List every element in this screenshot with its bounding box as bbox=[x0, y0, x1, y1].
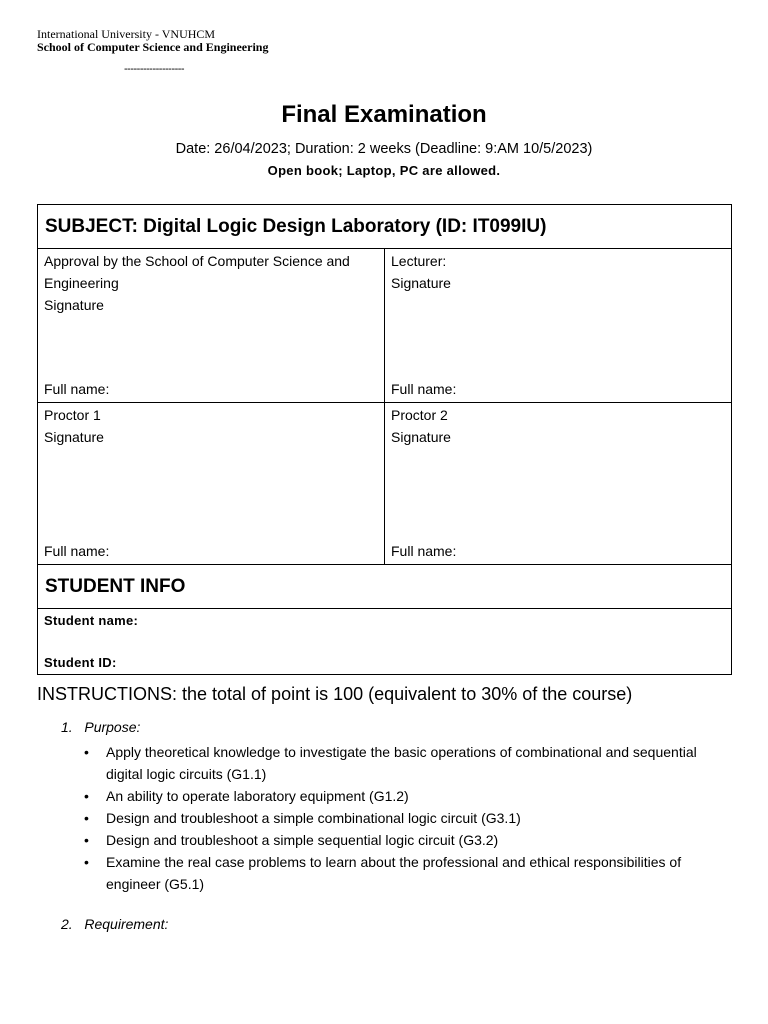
proctor2-signature-label: Signature bbox=[391, 429, 451, 445]
purpose-label: Purpose: bbox=[84, 719, 141, 735]
exam-date-line: Date: 26/04/2023; Duration: 2 weeks (Deadline: 9:AM 10/5/2023) bbox=[175, 141, 593, 157]
exam-info-table bbox=[37, 204, 732, 675]
proctor1-cell bbox=[38, 403, 385, 565]
lecturer-label: Lecturer: bbox=[391, 253, 447, 269]
purpose-number: 1. bbox=[61, 719, 73, 735]
proctor2-label: Proctor 2 bbox=[391, 407, 448, 423]
list-item: • An ability to operate laboratory equipment (G1.2) bbox=[84, 785, 734, 807]
proctor2-full-name-label: Full name: bbox=[391, 543, 457, 559]
subject-header: SUBJECT: Digital Logic Design Laboratory (ID: IT099IU) bbox=[38, 205, 732, 249]
header-separator: ------------------- bbox=[124, 63, 185, 75]
university-name: International University - VNUHCM bbox=[37, 27, 216, 41]
approval-signature-label: Signature bbox=[44, 297, 104, 313]
proctor2-cell bbox=[385, 403, 732, 565]
school-name: School of Computer Science and Engineering bbox=[37, 40, 269, 54]
student-info-header: STUDENT INFO bbox=[38, 565, 732, 609]
student-info-cell bbox=[38, 609, 732, 675]
approval-cell bbox=[38, 249, 385, 403]
approval-label: Approval by the School of Computer Science and Engineering bbox=[44, 253, 350, 291]
bullet-dot-icon: • bbox=[84, 744, 89, 760]
list-item: • Design and troubleshoot a simple sequential logic circuit (G3.2) bbox=[84, 829, 734, 851]
page-title: Final Examination bbox=[281, 101, 487, 128]
bullet-dot-icon: • bbox=[84, 788, 89, 804]
lecturer-cell bbox=[385, 249, 732, 403]
purpose-list bbox=[84, 741, 734, 895]
requirement-label: Requirement: bbox=[84, 916, 169, 932]
exam-policy: Open book; Laptop, PC are allowed. bbox=[267, 163, 501, 178]
list-item: • Design and troubleshoot a simple combinational logic circuit (G3.1) bbox=[84, 807, 734, 829]
proctor1-signature-label: Signature bbox=[44, 429, 104, 445]
proctor1-full-name-label: Full name: bbox=[44, 543, 110, 559]
bullet-dot-icon: • bbox=[84, 854, 89, 870]
approval-full-name-label: Full name: bbox=[44, 381, 110, 397]
proctor1-label: Proctor 1 bbox=[44, 407, 101, 423]
list-item: • Examine the real case problems to learn about the professional and ethical responsibilities of engineer (G5.1) bbox=[84, 851, 734, 895]
purpose-item bbox=[61, 719, 140, 735]
student-id-label: Student ID: bbox=[44, 655, 117, 670]
requirement-number: 2. bbox=[61, 916, 73, 932]
student-name-label: Student name: bbox=[44, 613, 139, 628]
bullet-dot-icon: • bbox=[84, 832, 89, 848]
instructions-heading: INSTRUCTIONS: the total of point is 100 (equivalent to 30% of the course) bbox=[37, 684, 633, 704]
lecturer-signature-label: Signature bbox=[391, 275, 451, 291]
list-item: • Apply theoretical knowledge to investigate the basic operations of combinational and sequential digital logic circuits (G1.1) bbox=[84, 741, 734, 785]
bullet-dot-icon: • bbox=[84, 810, 89, 826]
lecturer-full-name-label: Full name: bbox=[391, 381, 457, 397]
requirement-item bbox=[61, 916, 168, 932]
